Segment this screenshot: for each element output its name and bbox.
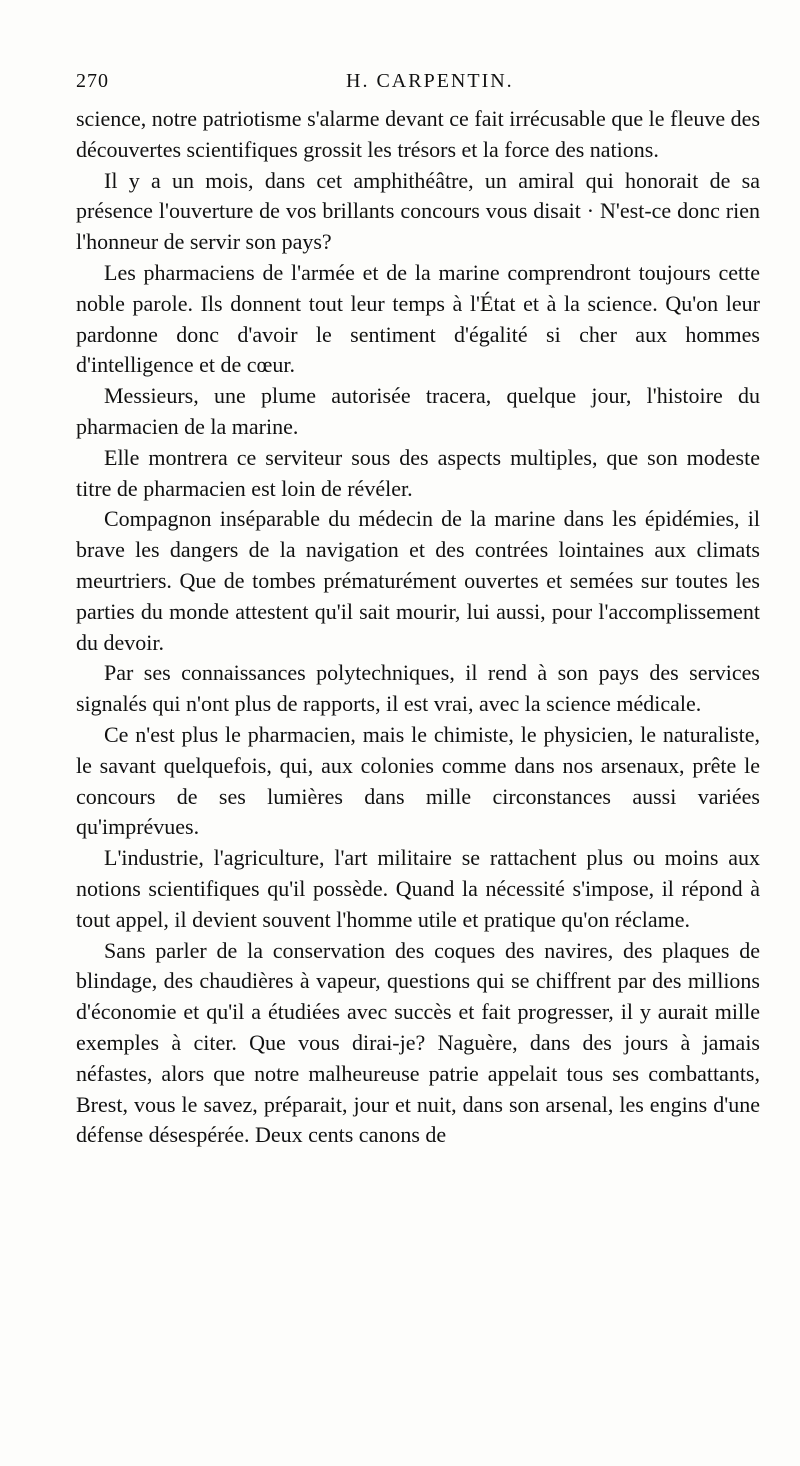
page-number: 270 xyxy=(76,70,109,92)
paragraph: Il y a un mois, dans cet amphithéâtre, un amiral qui honorait de sa présence l'ouverture de vos brillants concours vous disait · N'est-ce donc rien l'honneur de servir son pays? xyxy=(76,167,760,255)
paragraph: science, notre patriotisme s'alarme devant ce fait irrécusable que le fleuve des découvertes scientifiques grossit les trésors et la force des nations. xyxy=(76,106,760,162)
paragraph: Sans parler de la conservation des coques des navires, des plaques de blindage, des chaudières à vapeur, questions qui se chiffrent par des millions d'économie et qu'il a étudiées avec succès et fait progresser, il y aurait mille exemples à citer. Que vous dirai-je? Naguère, dans des jours à jamais néfastes, alors que notre malheureuse patrie appelait tous ses combattants, Brest, vous le savez, préparait, jour et nuit, dans son arsenal, les engins d'une défense désespérée. Deux cents canons de xyxy=(76,937,760,1148)
paragraph: Ce n'est plus le pharmacien, mais le chimiste, le physicien, le naturaliste, le savant quelquefois, qui, aux colonies comme dans nos arsenaux, prête le concours de ses lumières dans mille circonstances aussi variées qu'imprévues. xyxy=(76,721,760,840)
running-head: H. CARPENTIN. xyxy=(346,70,514,92)
paragraph: Par ses connaissances polytechniques, il rend à son pays des services signalés qui n'ont plus de rapports, il est vrai, avec la science médicale. xyxy=(76,660,760,717)
paragraph: Les pharmaciens de l'armée et de la marine comprendront toujours cette noble parole. Ils donnent tout leur temps à l'État et à la science. Qu'on leur pardonne donc d'avoir le sentiment d'égalité si cher aux hommes d'intelligence et de cœur. xyxy=(76,259,760,378)
paragraph: Compagnon inséparable du médecin de la marine dans les épidémies, il brave les dangers de la navigation et des contrées lointaines aux climats meurtriers. Que de tombes prématurément ouvertes et semées sur toutes les parties du monde attestent qu'il sait mourir, lui aussi, pour l'accomplissement du devoir. xyxy=(76,506,760,655)
body-text xyxy=(76,104,760,1151)
paragraph: L'industrie, l'agriculture, l'art militaire se rattachent plus ou moins aux notions scientifiques qu'il possède. Quand la nécessité s'impose, il répond à tout appel, il devient souvent l'homme utile et pratique qu'on réclame. xyxy=(76,845,760,932)
page-header xyxy=(76,70,760,100)
paragraph: Elle montrera ce serviteur sous des aspects multiples, que son modeste titre de pharmacien est loin de révéler. xyxy=(76,444,760,501)
paragraph: Messieurs, une plume autorisée tracera, quelque jour, l'histoire du pharmacien de la marine. xyxy=(76,383,760,439)
